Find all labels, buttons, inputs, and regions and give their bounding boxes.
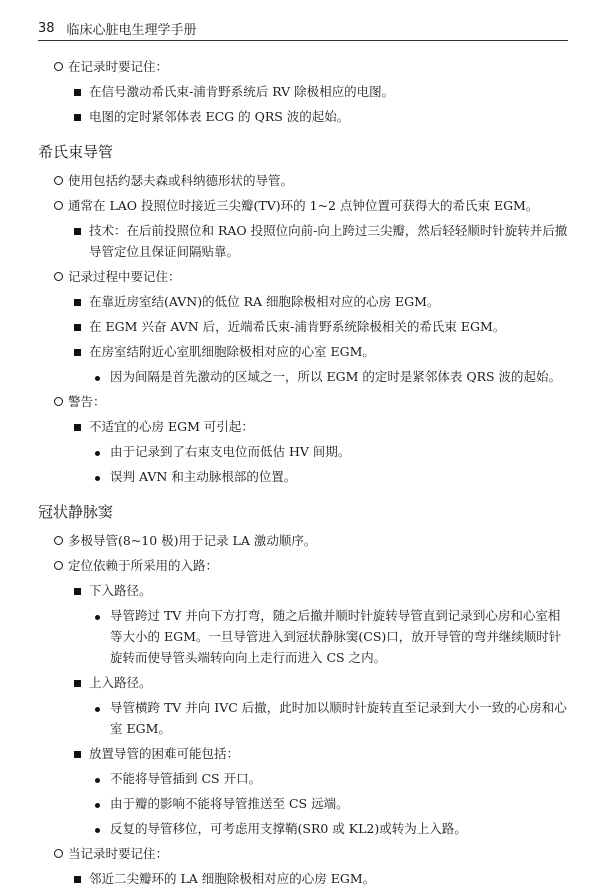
page-number: 38 — [38, 20, 55, 36]
page-header — [38, 16, 568, 41]
bullet-text: 误判 AVN 和主动脉根部的位置。 — [110, 469, 297, 484]
section-heading: 希氏束导管 — [38, 143, 114, 161]
bullet-marker — [74, 316, 81, 337]
bullet-marker — [95, 697, 100, 718]
bullet-text: 使用包括约瑟夫森或科纳德形状的导管。 — [68, 173, 294, 188]
hollow-circle-bullet-icon — [54, 176, 63, 185]
bullet-marker — [95, 605, 100, 626]
bullet-marker — [74, 291, 81, 312]
bullet-item-level-2 — [38, 106, 568, 127]
bullet-marker — [74, 672, 81, 693]
book-title: 临床心脏电生理学手册 — [66, 22, 197, 38]
bullet-marker — [74, 106, 81, 127]
bullet-text: 邻近二尖瓣环的 LA 细胞除极相对应的心房 EGM。 — [89, 871, 376, 886]
square-bullet-icon — [74, 349, 81, 356]
bullet-item-level-1 — [38, 195, 568, 216]
bullet-item-level-3 — [38, 605, 568, 668]
square-bullet-icon — [74, 324, 81, 331]
hollow-circle-bullet-icon — [54, 536, 63, 545]
square-bullet-icon — [74, 114, 81, 121]
square-bullet-icon — [74, 751, 81, 758]
hollow-circle-bullet-icon — [54, 201, 63, 210]
square-bullet-icon — [74, 680, 81, 687]
page-body — [38, 56, 568, 893]
bullet-marker — [74, 743, 81, 764]
bullet-text: 定位依赖于所采用的入路： — [68, 558, 219, 573]
bullet-marker — [54, 195, 63, 216]
bullet-marker — [74, 81, 81, 102]
bullet-marker — [54, 530, 63, 551]
bullet-text: 上入路径。 — [89, 675, 152, 690]
hollow-circle-bullet-icon — [54, 272, 63, 281]
bullet-item-level-3 — [38, 441, 568, 462]
hollow-circle-bullet-icon — [54, 397, 63, 406]
bullet-text: 在记录时要记住： — [68, 59, 169, 74]
bullet-text: 由于瓣的影响不能将导管推送至 CS 远端。 — [110, 796, 349, 811]
bullet-item-level-1 — [38, 56, 568, 77]
bullet-item-level-2 — [38, 220, 568, 262]
dot-bullet-icon — [95, 376, 100, 381]
bullet-item-level-3 — [38, 793, 568, 814]
bullet-marker — [95, 466, 100, 487]
square-bullet-icon — [74, 424, 81, 431]
section-heading: 冠状静脉窦 — [38, 503, 114, 521]
bullet-item-level-1 — [38, 266, 568, 287]
bullet-text: 反复的导管移位，可考虑用支撑鞘(SR0 或 KL2)或转为上入路。 — [110, 821, 467, 836]
bullet-marker — [54, 170, 63, 191]
hollow-circle-bullet-icon — [54, 849, 63, 858]
bullet-marker — [74, 416, 81, 437]
bullet-text: 在房室结附近心室肌细胞除极相对应的心室 EGM。 — [89, 344, 375, 359]
bullet-text: 多极导管(8~10 极)用于记录 LA 激动顺序。 — [68, 533, 317, 548]
bullet-marker — [74, 868, 81, 889]
bullet-item-level-2 — [38, 316, 568, 337]
bullet-item-level-2 — [38, 580, 568, 601]
bullet-marker — [74, 341, 81, 362]
bullet-text: 记录过程中要记住： — [68, 269, 181, 284]
bullet-marker — [54, 843, 63, 864]
dot-bullet-icon — [95, 707, 100, 712]
bullet-item-level-2 — [38, 291, 568, 312]
hollow-circle-bullet-icon — [54, 62, 63, 71]
dot-bullet-icon — [95, 778, 100, 783]
dot-bullet-icon — [95, 451, 100, 456]
bullet-text: 通常在 LAO 投照位时接近三尖瓣(TV)环的 1~2 点钟位置可获得大的希氏束 EGM。 — [68, 198, 539, 213]
bullet-text: 技术：在后前投照位和 RAO 投照位向前-向上跨过三尖瓣，然后轻轻顺时针旋转并后撤导管定位且保证间隔贴靠。 — [89, 223, 568, 259]
bullet-item-level-2 — [38, 81, 568, 102]
bullet-text: 放置导管的困难可能包括： — [89, 746, 240, 761]
dot-bullet-icon — [95, 476, 100, 481]
bullet-marker — [95, 793, 100, 814]
bullet-item-level-3 — [38, 366, 568, 387]
bullet-item-level-1 — [38, 555, 568, 576]
dot-bullet-icon — [95, 803, 100, 808]
bullet-item-level-2 — [38, 868, 568, 889]
dot-bullet-icon — [95, 615, 100, 620]
bullet-text: 在靠近房室结(AVN)的低位 RA 细胞除极相对应的心房 EGM。 — [89, 294, 440, 309]
bullet-item-level-2 — [38, 341, 568, 362]
square-bullet-icon — [74, 228, 81, 235]
bullet-text: 导管跨过 TV 并向下方打弯，随之后撤并顺时针旋转导管直到记录到心房和心室相等大小的 EGM。一旦导管进入到冠状静脉窦(CS)口，放开导管的弯并继续顺时针旋转而使导管头端转向向上走行而进入 CS 之内。 — [110, 608, 562, 665]
bullet-text: 警告： — [68, 394, 106, 409]
bullet-marker — [54, 56, 63, 77]
bullet-text: 不适宜的心房 EGM 可引起： — [89, 419, 254, 434]
bullet-item-level-1 — [38, 170, 568, 191]
bullet-item-level-1 — [38, 530, 568, 551]
bullet-marker — [74, 580, 81, 601]
square-bullet-icon — [74, 89, 81, 96]
bullet-item-level-3 — [38, 697, 568, 739]
bullet-marker — [95, 441, 100, 462]
bullet-text: 在信号激动希氏束-浦肯野系统后 RV 除极相应的电图。 — [89, 84, 395, 99]
bullet-item-level-2 — [38, 672, 568, 693]
bullet-text: 由于记录到了右束支电位而低估 HV 间期。 — [110, 444, 351, 459]
bullet-item-level-2 — [38, 743, 568, 764]
bullet-marker — [95, 366, 100, 387]
bullet-marker — [54, 555, 63, 576]
square-bullet-icon — [74, 299, 81, 306]
bullet-text: 导管横跨 TV 并向 IVC 后撤，此时加以顺时针旋转直至记录到大小一致的心房和心室 EGM。 — [110, 700, 567, 736]
bullet-text: 电图的定时紧邻体表 ECG 的 QRS 波的起始。 — [89, 109, 350, 124]
bullet-marker — [54, 391, 63, 412]
bullet-item-level-3 — [38, 768, 568, 789]
bullet-item-level-1 — [38, 843, 568, 864]
bullet-item-level-1 — [38, 391, 568, 412]
dot-bullet-icon — [95, 828, 100, 833]
square-bullet-icon — [74, 588, 81, 595]
bullet-text: 因为间隔是首先激动的区域之一，所以 EGM 的定时是紧邻体表 QRS 波的起始。 — [110, 369, 562, 384]
bullet-text: 当记录时要记住： — [68, 846, 169, 861]
bullet-text: 下入路径。 — [89, 583, 152, 598]
bullet-text: 在 EGM 兴奋 AVN 后，近端希氏束-浦肯野系统除极相关的希氏束 EGM。 — [89, 319, 506, 334]
bullet-marker — [95, 818, 100, 839]
bullet-item-level-2 — [38, 416, 568, 437]
bullet-item-level-3 — [38, 818, 568, 839]
bullet-item-level-3 — [38, 466, 568, 487]
bullet-marker — [74, 220, 81, 241]
bullet-marker — [95, 768, 100, 789]
bullet-text: 不能将导管插到 CS 开口。 — [110, 771, 262, 786]
hollow-circle-bullet-icon — [54, 561, 63, 570]
bullet-marker — [54, 266, 63, 287]
